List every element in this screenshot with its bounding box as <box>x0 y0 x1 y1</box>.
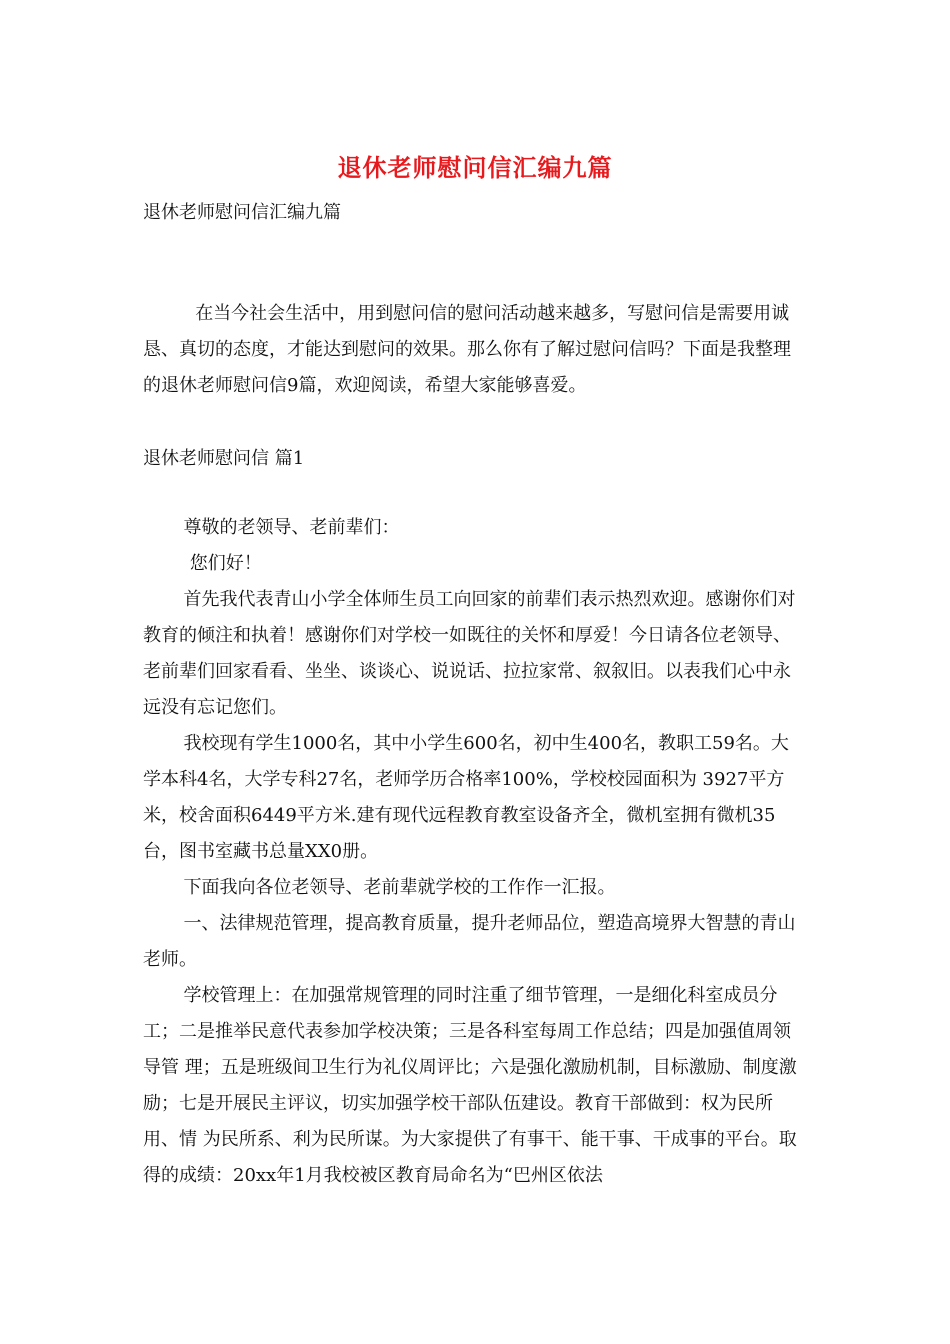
section-heading: 退休老师慰问信 篇1 <box>143 448 305 469</box>
document-subtitle: 退休老师慰问信汇编九篇 <box>143 202 341 223</box>
intro-paragraph: 在当今社会生活中，用到慰问信的慰问活动越来越多，写慰问信是需要用诚恳、真切的态度，才能达到慰问的效果。那么你有了解过慰问信吗？下面是我整理的退休老师慰问信9篇，欢迎阅读，希望大家能够喜爱。 <box>143 303 791 396</box>
letter-paragraph: 一、法律规范管理，提高教育质量，提升老师品位，塑造高境界大智慧的青山老师。 <box>143 913 796 970</box>
document-title: 退休老师慰问信汇编九篇 <box>337 153 613 182</box>
letter-paragraph: 学校管理上：在加强常规管理的同时注重了细节管理，一是细化科室成员分工；二是推举民意代表参加学校决策；三是各科室每周工作总结；四是加强值周领导管 理；五是班级间卫生行为礼仪周评比；六是强化激励机制，目标激励、制度激励；七是开展民主评议，切实加强学校干部队伍建设。教育干部做到：权为民所用、情 为民所系、利为民所谋。为大家提供了有事干、能干事、干成事的平台。取得的成绩：20xx年1月我校被区教育局命名为“巴州区依法 <box>143 985 797 1186</box>
letter-paragraph: 我校现有学生1000名，其中小学生600名，初中生400名，教职工59名。大学本科4名，大学专科27名，老师学历合格率100%，学校校园面积为 3927平方米，校舍面积6449平方米.建有现代远程教育教室设备齐全，微机室拥有微机35台，图书室藏书总量XX0册。 <box>143 733 789 862</box>
letter-body <box>143 510 805 1194</box>
letter-greeting: 您们好！ <box>189 553 262 574</box>
letter-salutation: 尊敬的老领导、老前辈们： <box>183 517 400 538</box>
letter-paragraph: 首先我代表青山小学全体师生员工向回家的前辈们表示热烈欢迎。感谢你们对教育的倾注和执着！感谢你们对学校一如既往的关怀和厚爱！今日请各位老领导、老前辈们回家看看、坐坐、谈谈心、说说话、拉拉家常、叙叙旧。以表我们心中永远没有忘记您们。 <box>143 589 796 718</box>
letter-paragraph: 下面我向各位老领导、老前辈就学校的工作作一汇报。 <box>183 877 616 898</box>
